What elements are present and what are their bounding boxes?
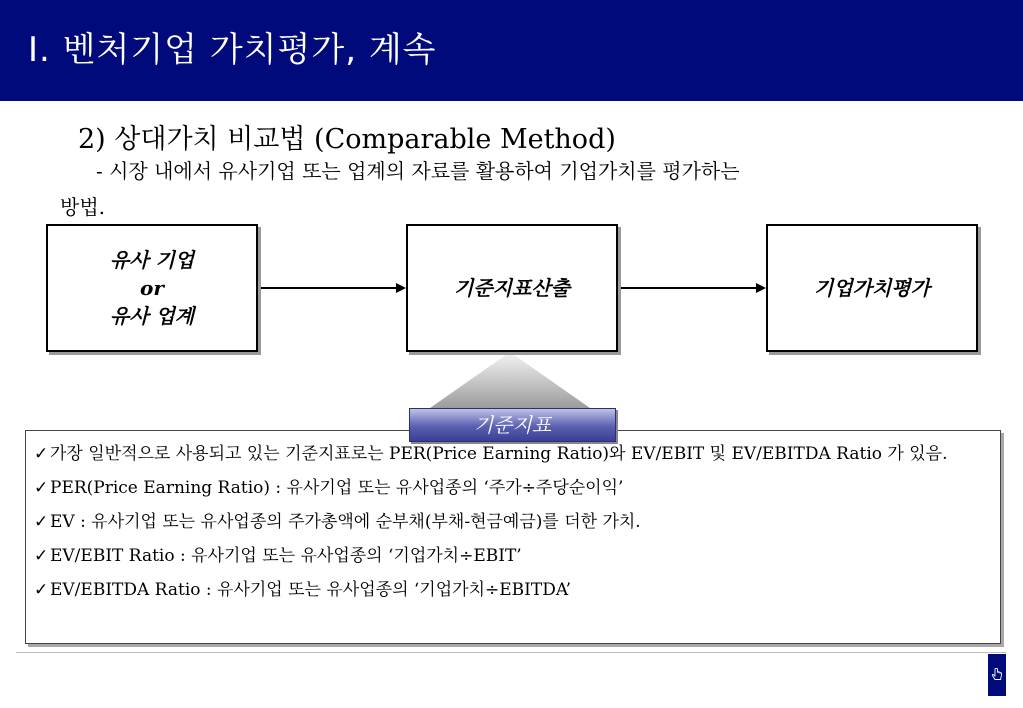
box1-line2: or <box>140 276 164 300</box>
list-item <box>34 511 990 534</box>
bullet-text: PER(Price Earning Ratio) : 유사기업 또는 유사업종의 ‘주가÷주당순이익’ <box>50 478 624 498</box>
box1-line3: 유사 업계 <box>109 304 195 328</box>
check-icon: ✓ <box>34 478 49 498</box>
box3-label: 기업가치평가 <box>814 276 930 300</box>
bullet-text: EV : 유사기업 또는 유사업종의 주가총액에 순부채(부채-현금예금)를 더한 가치. <box>50 512 641 532</box>
indicator-label-pill: 기준지표 <box>409 408 616 442</box>
footer-divider <box>16 652 1006 653</box>
check-icon: ✓ <box>34 580 49 600</box>
hand-pointer-icon <box>991 668 1003 682</box>
valuation-box <box>766 224 978 352</box>
list-item <box>34 443 990 466</box>
indicator-pointer-triangle <box>430 352 590 408</box>
list-item <box>34 579 990 602</box>
indicator-details-panel <box>25 430 1001 644</box>
check-icon: ✓ <box>34 512 49 532</box>
description-line-1: - 시장 내에서 유사기업 또는 업계의 자료를 활용하여 기업가치를 평가하는 <box>96 159 740 183</box>
bullet-text: 가장 일반적으로 사용되고 있는 기준지표로는 PER(Price Earning Ratio)와 EV/EBIT 및 EV/EBITDA Ratio 가 있음. <box>50 444 948 464</box>
check-icon: ✓ <box>34 444 49 464</box>
bullet-text: EV/EBITDA Ratio : 유사기업 또는 유사업종의 ‘기업가치÷EBITDA’ <box>50 580 572 600</box>
section-subtitle: 2) 상대가치 비교법 (Comparable Method) <box>78 124 616 155</box>
list-item <box>34 545 990 568</box>
bullet-list <box>26 431 1000 602</box>
nav-button[interactable] <box>988 654 1006 696</box>
list-item <box>34 477 990 500</box>
arrowhead-2 <box>756 283 766 293</box>
box1-line1: 유사 기업 <box>109 248 195 272</box>
page-title: Ⅰ. 벤처기업 가치평가, 계속 <box>28 30 437 70</box>
similar-company-box <box>46 224 258 352</box>
bullet-text: EV/EBIT Ratio : 유사기업 또는 유사업종의 ‘기업가치÷EBIT’ <box>50 546 522 566</box>
arrowhead-1 <box>396 283 406 293</box>
description-line-2: 방법. <box>60 195 105 219</box>
indicator-calc-box <box>406 224 618 352</box>
box2-label: 기준지표산출 <box>454 276 570 300</box>
check-icon: ✓ <box>34 546 49 566</box>
